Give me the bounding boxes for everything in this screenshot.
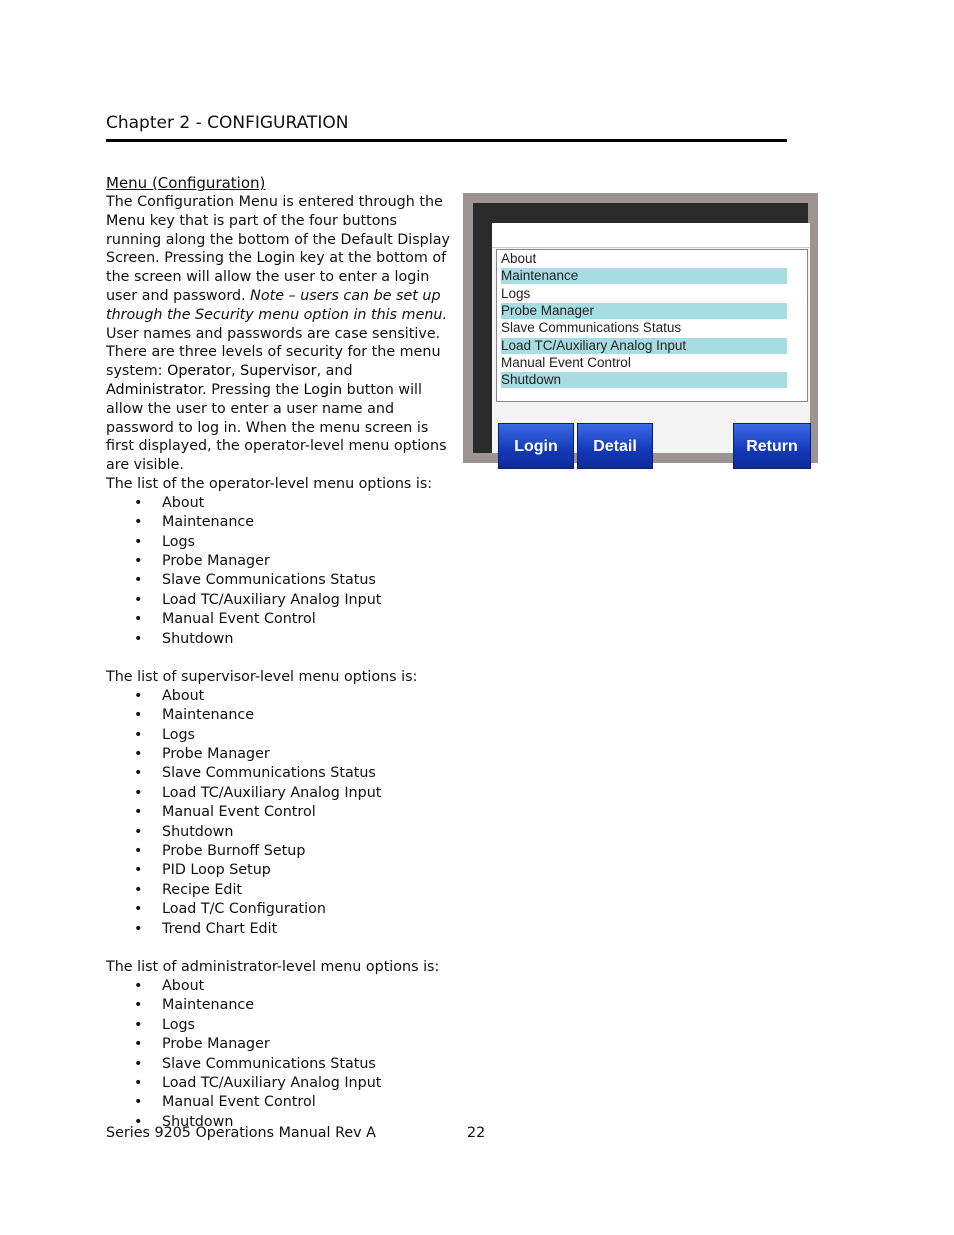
list-item-label: Logs bbox=[162, 533, 195, 550]
list-item bbox=[106, 1016, 451, 1035]
screen-menu-item[interactable]: Load TC/Auxiliary Analog Input bbox=[501, 338, 787, 354]
list-item bbox=[106, 687, 451, 706]
list-item bbox=[106, 745, 451, 764]
bullet-icon: • bbox=[134, 533, 143, 550]
bullet-icon: • bbox=[134, 823, 143, 840]
list-item-label: PID Loop Setup bbox=[162, 862, 271, 879]
bullet-icon: • bbox=[134, 1036, 143, 1053]
screen-menu-item[interactable]: Slave Communications Status bbox=[501, 320, 682, 336]
bullet-icon: • bbox=[134, 687, 143, 704]
bullet-icon: • bbox=[134, 552, 143, 569]
intro-text: . Pressing the bbox=[202, 381, 304, 398]
bullet-icon: • bbox=[134, 514, 143, 531]
bullet-icon: • bbox=[134, 746, 143, 763]
bullet-icon: • bbox=[134, 901, 143, 918]
bullet-icon: • bbox=[134, 611, 143, 628]
list-item bbox=[106, 706, 451, 725]
list-item-label: Load TC/Auxiliary Analog Input bbox=[162, 1074, 382, 1091]
list-item-label: Slave Communications Status bbox=[162, 765, 376, 782]
bullet-icon: • bbox=[134, 843, 143, 860]
list-item-label: Maintenance bbox=[162, 514, 255, 531]
keyword-operator: Operator bbox=[167, 363, 232, 380]
list-item bbox=[106, 1055, 451, 1074]
bullet-icon: • bbox=[134, 977, 143, 994]
keyword-supervisor: Supervisor bbox=[240, 363, 317, 380]
detail-button[interactable]: Detail bbox=[577, 423, 653, 469]
list-item bbox=[106, 726, 451, 745]
header-rule bbox=[106, 139, 787, 142]
note-text: Note – users can be set up through the Security menu option in this menu. bbox=[106, 287, 448, 323]
administrator-heading: The list of administrator-level menu options is: bbox=[106, 959, 440, 976]
keyword-login: Login bbox=[256, 250, 296, 267]
device-screen bbox=[492, 223, 810, 453]
supervisor-list bbox=[106, 687, 451, 939]
list-item bbox=[106, 823, 451, 842]
list-item-label: Shutdown bbox=[162, 1113, 234, 1130]
footer-title: Series 9205 Operations Manual Rev A bbox=[106, 1125, 376, 1141]
list-item bbox=[106, 1093, 451, 1112]
screen-menu-item[interactable]: Logs bbox=[501, 285, 531, 301]
list-item bbox=[106, 630, 451, 649]
bullet-icon: • bbox=[134, 630, 143, 647]
list-item bbox=[106, 1035, 451, 1054]
screen-menu-item[interactable]: Probe Manager bbox=[501, 303, 787, 319]
bullet-icon: • bbox=[134, 1055, 143, 1072]
list-item bbox=[106, 803, 451, 822]
list-item-label: Probe Manager bbox=[162, 1036, 270, 1053]
list-item bbox=[106, 977, 451, 996]
list-item-label: Load TC/Auxiliary Analog Input bbox=[162, 591, 382, 608]
keyword-administrator: Administrator bbox=[106, 381, 203, 398]
menu-listbox bbox=[496, 249, 808, 402]
bullet-icon: • bbox=[134, 881, 143, 898]
bullet-icon: • bbox=[134, 572, 143, 589]
list-item-label: Load TC/Auxiliary Analog Input bbox=[162, 784, 382, 801]
list-item-label: About bbox=[162, 977, 205, 994]
list-item-label: Slave Communications Status bbox=[162, 1055, 376, 1072]
intro-text: The Configuration Menu is entered through the bbox=[106, 194, 443, 210]
bullet-icon: • bbox=[134, 591, 143, 608]
screen-menu-item[interactable]: Manual Event Control bbox=[501, 354, 631, 370]
section-title: Menu (Configuration) bbox=[106, 174, 266, 192]
list-item-label: Recipe Edit bbox=[162, 881, 243, 898]
bullet-icon: • bbox=[134, 1016, 143, 1033]
list-item bbox=[106, 494, 451, 513]
list-item-label: Trend Chart Edit bbox=[162, 920, 278, 937]
administrator-list bbox=[106, 977, 451, 1132]
bullet-icon: • bbox=[134, 1094, 143, 1111]
supervisor-heading: The list of supervisor-level menu options is: bbox=[106, 669, 418, 685]
screen-menu-item[interactable]: About bbox=[501, 251, 537, 266]
bullet-icon: • bbox=[134, 494, 143, 511]
operator-list bbox=[106, 494, 451, 649]
device-bezel bbox=[473, 203, 808, 453]
screen-menu-item[interactable]: Shutdown bbox=[501, 372, 787, 388]
chapter-title: Chapter 2 - CONFIGURATION bbox=[106, 113, 349, 133]
list-item-label: Shutdown bbox=[162, 630, 234, 647]
bullet-icon: • bbox=[134, 784, 143, 801]
menu-screenshot bbox=[463, 193, 818, 463]
list-item-label: Load T/C Configuration bbox=[162, 901, 326, 918]
list-item-label: Logs bbox=[162, 1016, 195, 1033]
list-item bbox=[106, 842, 451, 861]
keyword-login: Login bbox=[303, 381, 343, 398]
bullet-icon: • bbox=[134, 804, 143, 821]
list-item bbox=[106, 591, 451, 610]
list-item bbox=[106, 1074, 451, 1093]
login-button[interactable]: Login bbox=[498, 423, 574, 469]
intro-text: , and bbox=[316, 363, 353, 380]
list-item bbox=[106, 900, 451, 919]
screen-menu-item[interactable]: Maintenance bbox=[501, 268, 787, 284]
list-item-label: Probe Burnoff Setup bbox=[162, 843, 306, 860]
bullet-icon: • bbox=[134, 920, 143, 937]
page-number: 22 bbox=[467, 1125, 486, 1141]
list-item bbox=[106, 533, 451, 552]
list-item-label: Manual Event Control bbox=[162, 804, 316, 821]
list-item bbox=[106, 881, 451, 900]
list-item-label: Probe Manager bbox=[162, 552, 270, 569]
list-item-label: Maintenance bbox=[162, 707, 255, 724]
bullet-icon: • bbox=[134, 707, 143, 724]
bullet-icon: • bbox=[134, 765, 143, 782]
screen-title-bar bbox=[492, 223, 810, 248]
list-item bbox=[106, 764, 451, 783]
intro-text: , bbox=[231, 363, 241, 380]
list-item-label: Manual Event Control bbox=[162, 1094, 316, 1111]
list-item-label: Probe Manager bbox=[162, 746, 270, 763]
bullet-icon: • bbox=[134, 862, 143, 879]
list-item bbox=[106, 513, 451, 532]
list-item-label: Maintenance bbox=[162, 997, 255, 1014]
list-item bbox=[106, 784, 451, 803]
bullet-icon: • bbox=[134, 997, 143, 1014]
list-item-label: Manual Event Control bbox=[162, 611, 316, 628]
text-column bbox=[106, 174, 451, 1132]
intro-paragraph bbox=[106, 193, 451, 475]
list-item bbox=[106, 920, 451, 939]
list-item-label: Shutdown bbox=[162, 823, 234, 840]
list-item bbox=[106, 552, 451, 571]
keyword-menu: Menu bbox=[106, 212, 146, 229]
list-item bbox=[106, 996, 451, 1015]
intro-text: User names and passwords are case sensitive. There are three levels of security for the menu system: bbox=[106, 325, 441, 380]
intro-text: button will allow the user to enter a user name and password to log in. When the menu screen is first displayed, the operator-level menu options are visible. bbox=[106, 381, 447, 474]
list-item-label: About bbox=[162, 687, 205, 704]
list-item-label: Logs bbox=[162, 726, 195, 743]
list-item-label: Slave Communications Status bbox=[162, 572, 376, 589]
intro-text: key that is part of the four buttons running along the bottom of the Default Display Screen. Pressing the bbox=[106, 212, 450, 267]
operator-heading: The list of the operator-level menu options is: bbox=[106, 475, 433, 492]
bullet-icon: • bbox=[134, 1113, 143, 1130]
list-item-label: About bbox=[162, 494, 205, 511]
bullet-icon: • bbox=[134, 726, 143, 743]
list-item bbox=[106, 861, 451, 880]
intro-text: key at the bottom of the screen will allow the user to enter a login user and password. bbox=[106, 250, 447, 304]
list-item bbox=[106, 610, 451, 629]
return-button[interactable]: Return bbox=[733, 423, 811, 469]
bullet-icon: • bbox=[134, 1074, 143, 1091]
list-item bbox=[106, 571, 451, 590]
